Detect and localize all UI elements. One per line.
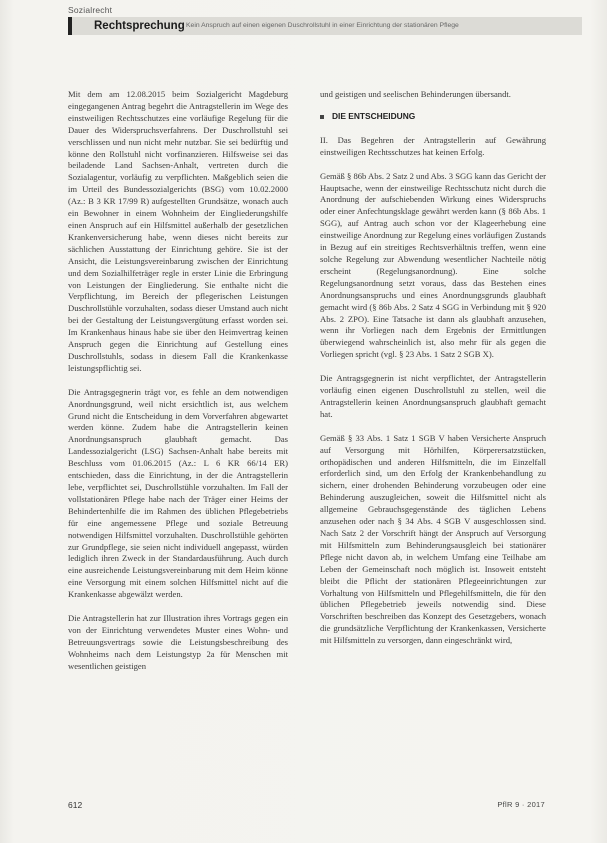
paragraph: Gemäß § 86b Abs. 2 Satz 2 und Abs. 3 SGG kann das Gericht der Hauptsache, wenn der einstweilige Rechtsschutz nicht durch die Anordnung der aufschiebenden Wirkung eines Widerspruchs oder einer Anfechtungsklage gewährt werden kann (§ 86b Abs. 1 SGG), auf Antrag auch schon vor der Klageerhebung eine einstweilige Anordnung zur Regelung eines vorläufigen Zustands in Bezug auf ein streitiges Rechtsverhältnis treffen, wenn eine solche Regelung zur Abwendung wesentlicher Nachteile nötig erscheint (Regelungsanordnung). Eine solche Regelungsanordnung setzt voraus, dass das Bestehen eines Anordnungsanspruchs und eines Anordnungsgrunds glaubhaft gemacht wird (§ 86b Abs. 2 Satz 4 SGG in Verbindung mit § 920 Abs. 2 ZPO). Eine Tatsache ist dann als glaubhaft anzusehen, wenn ihr Vorliegen nach dem Ergebnis der Ermittlungen überwiegend wahrscheinlich ist, also mehr für als gegen die Vorliegen spricht (vgl. § 23 Abs. 1 Satz 2 SGB X). <box>320 170 546 360</box>
paragraph: Gemäß § 33 Abs. 1 Satz 1 SGB V haben Versicherte Anspruch auf Versorgung mit Hörhilfen, Körperersatzstücken, orthopädischen und anderen Hilfsmitteln, die im Einzelfall erforderlich sind, um den Erfolg der Krankenbehandlung zu sichern, einer drohenden Behinderung vorzubeugen oder eine Behinderung auszugleichen, soweit die Hilfsmittel nicht als allgemeine Gebrauchsgegenstände des täglichen Lebens anzusehen oder nach § 34 Abs. 4 SGB V ausgeschlossen sind. Nach Satz 2 der Vorschrift hängt der Anspruch auf Versorgung mit Hilfsmitteln zum Behinderungsausgleich bei stationärer Pflege nicht davon ab, in welchem Umfang eine Teilhabe am Leben der Gemeinschaft noch möglich ist. Insoweit entsteht bleibt die Pflicht der stationären Pflegeeinrichtungen zur Vorhaltung von Hilfsmitteln und Pflegehilfsmitteln, die für den üblichen Pflegebetrieb jeweils notwendig sind. Diese Vorschriften beschreiben das Konzept des Gesetzgebers, wonach die grundsätzliche Verpflichtung der Krankenkassen, Versicherte mit Hilfsmitteln zu versorgen, dann eingeschränkt wird, <box>320 432 546 646</box>
rubric-subtitle: Kein Anspruch auf einen eigenen Duschrollstuhl in einer Einrichtung der stationären Pflege <box>186 22 459 29</box>
paragraph: II. Das Begehren der Antragstellerin auf Gewährung einstweiligen Rechtsschutzes hat keinen Erfolg. <box>320 134 546 157</box>
journal-reference: PflR 9 · 2017 <box>497 800 545 809</box>
page-header <box>68 3 578 43</box>
section-heading-label: DIE ENTSCHEIDUNG <box>332 110 416 121</box>
page-number: 612 <box>68 800 83 810</box>
paragraph: Die Antragstellerin hat zur Illustration ihres Vortrags gegen ein von der Einrichtung verwendetes Muster eines Wohn- und Betreuungsvertrags sowie die Leistungsbeschreibung des Wohnheims nach dem Leistungstyp 2a für Menschen mit wesentlichen geistigen <box>68 613 288 671</box>
left-column <box>68 89 288 685</box>
paragraph: Mit dem am 12.08.2015 beim Sozialgericht Magdeburg eingegangenen Antrag begehrt die Antragstellerin im Wege des einstweiligen Rechtsschutzes eine vorläufige Regelung für die Dauer des Widerspruchsverfahrens. Der Duschrollstuhl sei verschlissen und nun nicht mehr nutzbar. Sie sei bedürftig und könne den Rollstuhl nicht vorfinanzieren. Hilfsweise sei das beiladende Land Sachsen-Anhalt, vertreten durch die Sozialagentur, vorläufig zu verpflichten. Maßgeblich seien die im Urteil des Bundessozialgerichts (BSG) vom 10.02.2000 (Az.: B 3 KR 17/99 R) aufgestellten Grundsätze, wonach auch ein Bewohner in einem Wohnheim der Eingliederungshilfe einen Anspruch auf ein Hilfsmittel außerhalb der gesetzlichen Krankenversicherung habe, wenn dieses nicht bereits zur sächlichen Ausstattung der Einrichtung gehöre. Sie ist der Ansicht, die Leistungsvereinbarung zwischen der Einrichtung und dem Sozialhilfeträger regle in erster Linie die Erbringung von Leistungen der Eingliederung. Sie enthalte nicht die Verpflichtung, im Bereich der pflegerischen Leistungen Duschrollstühle vorzuhalten, sodass dieser Umstand auch nicht bei der Gestaltung der Leistungsvergütung erfasst worden sei. Im Krankenhaus hinaus habe sie über den Heimvertrag keinen Anspruch gegen die Einrichtung auf Gestellung eines Duschrollstuhls, sodass in diesem Fall die Krankenkasse leistungspflichtig sei. <box>68 89 288 373</box>
section-label: Sozialrecht <box>68 5 113 15</box>
paragraph: Die Antragsgegnerin ist nicht verpflichtet, der Antragstellerin vorläufig einen eigenen Duschrollstuhl zu stellen, weil die Antragstellerin keinen Anordnungsanspruch glaubhaft gemacht hat. <box>320 373 546 419</box>
paragraph: Die Antragsgegnerin trägt vor, es fehle an dem notwendigen Anordnungsgrund, weil nicht ersichtlich ist, aus welchem Grund nicht die Entscheidung in dem Vorverfahren abgewartet werden könne. Zudem habe die Antragstellerin keinen Anordnungsanspruch glaubhaft gemacht. Das Landessozialgericht (LSG) Sachsen-Anhalt habe bereits mit Beschluss vom 01.06.2015 (Az.: L 6 KR 66/14 ER) entschieden, dass die Einrichtung, in der die Antragstellerin lebe, verpflichtet sei, Duschrollstühle vorzuhalten. Im Fall der vollstationären Pflege habe nach der Träger einer Heims der Behindertenhilfe die im Rahmen des üblichen Pflegebetriebs für eine angemessene Pflege und soziale Betreuung notwendigen Hilfsmittel vorzuhalten. Duschrollstühle gehörten zur Grundpflege, sie seien nicht individuell angepasst, würden lediglich ihren Zweck in der Standardausführung. Auch durch eine ausreichende Leistungsvereinbarung mit dem Heim könne eine Versorgung mit einem solchen Hilfsmittel nicht auf die Krankenkasse abgewälzt werden. <box>68 386 288 600</box>
rubric-bar <box>68 17 582 35</box>
section-heading <box>320 111 546 123</box>
rubric-title: Rechtsprechung <box>94 20 185 32</box>
right-column <box>320 89 546 659</box>
square-bullet-icon <box>320 115 324 119</box>
paragraph-continuation: und geistigen und seelischen Behinderungen übersandt. <box>320 89 511 99</box>
